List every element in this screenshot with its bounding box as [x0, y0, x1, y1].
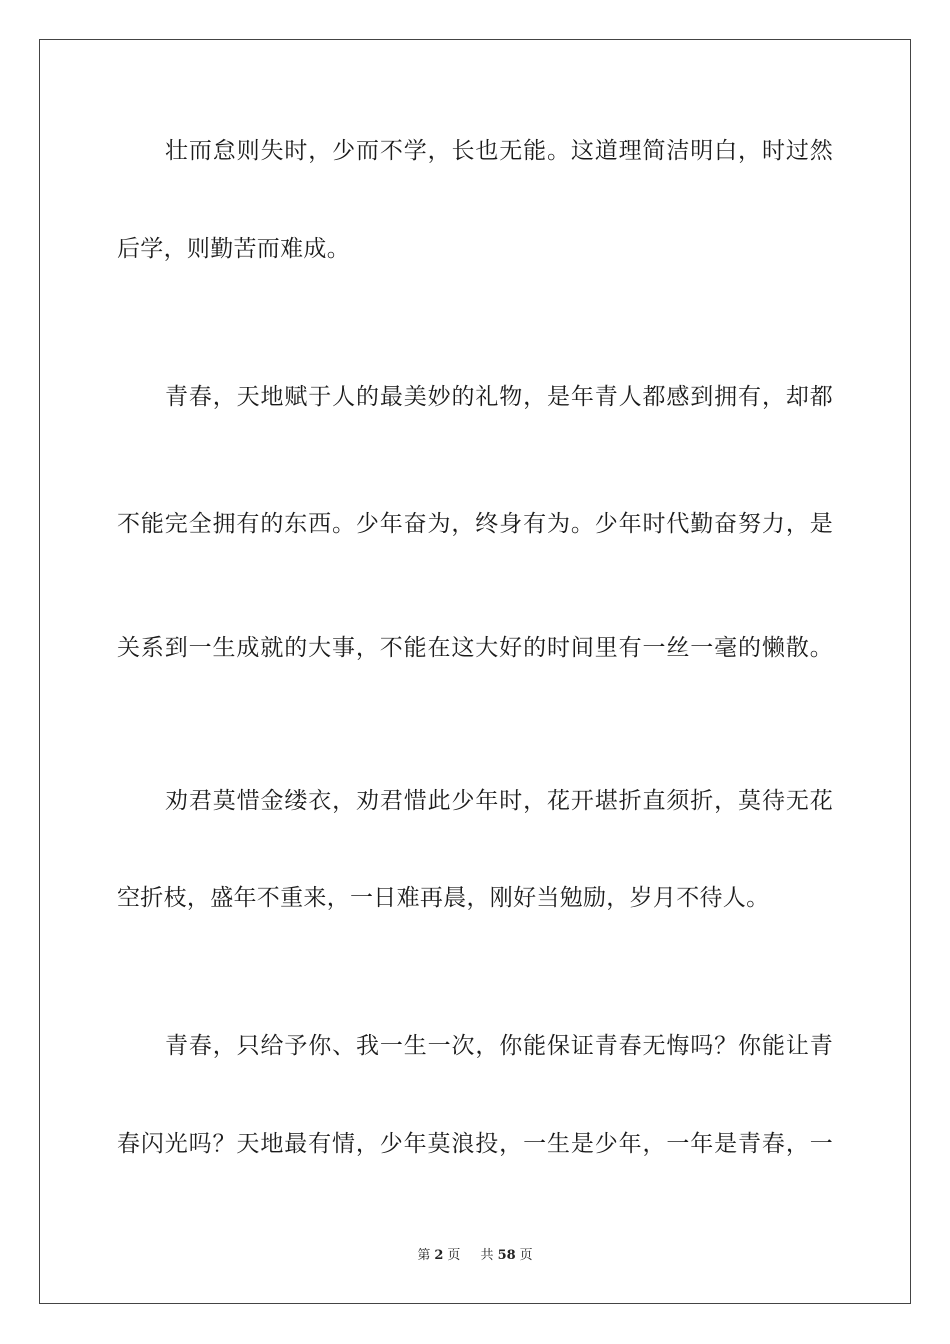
text-line-5: 关系到一生成就的大事，不能在这大好的时间里有一丝一毫的懒散。	[117, 635, 833, 661]
total-suffix: 页	[519, 1248, 533, 1263]
text-line-7: 空折枝，盛年不重来，一日难再晨，刚好当勉励，岁月不待人。	[117, 885, 770, 911]
text-line-2: 后学，则勤苦而难成。	[117, 236, 350, 262]
text-line-9: 春闪光吗？天地最有情，少年莫浪投，一生是少年，一年是青春，一	[117, 1131, 833, 1157]
page-indicator	[413, 1248, 464, 1263]
total-pages: 58	[497, 1248, 516, 1263]
page-number: 2	[434, 1248, 444, 1263]
text-line-4: 不能完全拥有的东西。少年奋为，终身有为。少年时代勤奋努力，是	[117, 511, 833, 537]
total-prefix: 共	[480, 1248, 494, 1263]
page-prefix: 第	[417, 1248, 431, 1263]
text-line-3: 青春，天地赋于人的最美妙的礼物，是年青人都感到拥有，却都	[165, 384, 833, 410]
text-line-1: 壮而怠则失时，少而不学，长也无能。这道理简洁明白，时过然	[165, 138, 833, 164]
page-suffix: 页	[447, 1248, 461, 1263]
total-indicator	[477, 1248, 537, 1263]
text-line-8: 青春，只给予你、我一生一次，你能保证青春无悔吗？你能让青	[165, 1033, 833, 1059]
page-footer	[0, 1247, 950, 1265]
page-border	[39, 39, 911, 1304]
text-line-6: 劝君莫惜金缕衣，劝君惜此少年时，花开堪折直须折，莫待无花	[165, 788, 833, 814]
